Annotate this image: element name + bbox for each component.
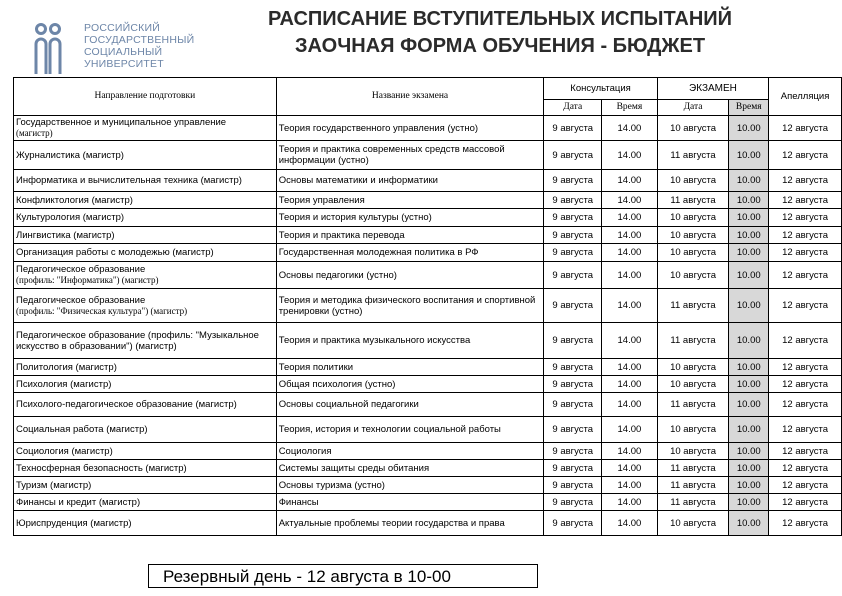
consultation-time-cell: 14.00	[602, 494, 658, 511]
consultation-time-cell: 14.00	[602, 393, 658, 417]
appeal-date-cell: 12 августа	[769, 141, 842, 170]
exam-date-cell: 11 августа	[657, 477, 729, 494]
direction-cell	[14, 289, 277, 323]
direction-profile: (профиль: "Информатика") (магистр)	[16, 275, 159, 285]
direction-name: Техносферная безопасность (магистр)	[16, 462, 187, 474]
appeal-date-cell: 12 августа	[769, 170, 842, 192]
direction-name: Государственное и муниципальное управление	[16, 117, 227, 128]
exam-time-cell: 10.00	[729, 227, 769, 244]
consultation-date-cell: 9 августа	[544, 244, 602, 262]
exam-date-cell: 10 августа	[657, 417, 729, 443]
exam-time-cell: 10.00	[729, 417, 769, 443]
appeal-date-cell: 12 августа	[769, 460, 842, 477]
consultation-date-cell: 9 августа	[544, 417, 602, 443]
header-appeal: Апелляция	[769, 78, 842, 116]
table-row	[14, 393, 842, 417]
exam-name-cell: Теория и практика музыкального искусства	[276, 323, 544, 359]
exam-time-cell: 10.00	[729, 289, 769, 323]
exam-date-cell: 11 августа	[657, 494, 729, 511]
header-consultation-date: Дата	[544, 100, 602, 116]
direction-profile: (профиль: "Физическая культура") (магистр)	[16, 305, 188, 316]
direction-name: Педагогическое образование	[16, 264, 146, 275]
exam-date-cell: 10 августа	[657, 116, 729, 141]
direction-cell	[14, 393, 277, 417]
direction-name: Журналистика (магистр)	[16, 149, 124, 161]
appeal-date-cell: 12 августа	[769, 376, 842, 393]
exam-time-cell: 10.00	[729, 443, 769, 460]
table-row	[14, 170, 842, 192]
appeal-date-cell: 12 августа	[769, 289, 842, 323]
table-row	[14, 323, 842, 359]
direction-name: Культурология (магистр)	[16, 212, 125, 223]
header-exam: ЭКЗАМЕН	[657, 78, 768, 100]
exam-date-cell: 10 августа	[657, 227, 729, 244]
consultation-time-cell: 14.00	[602, 170, 658, 192]
direction-cell	[14, 262, 277, 289]
exam-date-cell: 10 августа	[657, 170, 729, 192]
consultation-time-cell: 14.00	[602, 511, 658, 536]
consultation-time-cell: 14.00	[602, 289, 658, 323]
direction-cell	[14, 209, 277, 227]
appeal-date-cell: 12 августа	[769, 227, 842, 244]
consultation-date-cell: 9 августа	[544, 393, 602, 417]
table-row	[14, 244, 842, 262]
direction-name: Организация работы с молодежью (магистр)	[16, 247, 214, 258]
consultation-time-cell: 14.00	[602, 323, 658, 359]
table-row	[14, 443, 842, 460]
table-row	[14, 494, 842, 511]
direction-cell	[14, 359, 277, 376]
exam-name-cell: Теория и практика перевода	[276, 227, 544, 244]
consultation-date-cell: 9 августа	[544, 494, 602, 511]
table-row	[14, 227, 842, 244]
exam-date-cell: 10 августа	[657, 209, 729, 227]
exam-name-cell: Основы социальной педагогики	[276, 393, 544, 417]
exam-date-cell: 10 августа	[657, 244, 729, 262]
direction-name: Финансы и кредит (магистр)	[16, 496, 141, 508]
consultation-date-cell: 9 августа	[544, 170, 602, 192]
table-row	[14, 376, 842, 393]
consultation-date-cell: 9 августа	[544, 460, 602, 477]
direction-cell	[14, 244, 277, 262]
exam-name-cell: Общая психология (устно)	[276, 376, 544, 393]
direction-name: Педагогическое образование (профиль: "Музыкальное искусство в образовании") (магистр)	[16, 329, 259, 352]
consultation-time-cell: 14.00	[602, 417, 658, 443]
exam-name-cell: Основы педагогики (устно)	[276, 262, 544, 289]
consultation-time-cell: 14.00	[602, 244, 658, 262]
consultation-time-cell: 14.00	[602, 262, 658, 289]
direction-cell	[14, 141, 277, 170]
direction-cell	[14, 376, 277, 393]
exam-time-cell: 10.00	[729, 376, 769, 393]
exam-name-cell: Финансы	[276, 494, 544, 511]
consultation-date-cell: 9 августа	[544, 477, 602, 494]
consultation-time-cell: 14.00	[602, 443, 658, 460]
exam-time-cell: 10.00	[729, 393, 769, 417]
direction-cell	[14, 477, 277, 494]
exam-time-cell: 10.00	[729, 170, 769, 192]
consultation-time-cell: 14.00	[602, 359, 658, 376]
appeal-date-cell: 12 августа	[769, 192, 842, 209]
exam-date-cell: 10 августа	[657, 359, 729, 376]
exam-time-cell: 10.00	[729, 116, 769, 141]
exam-name-cell: Актуальные проблемы теории государства и права	[276, 511, 544, 536]
table-row	[14, 262, 842, 289]
appeal-date-cell: 12 августа	[769, 262, 842, 289]
exam-date-cell: 11 августа	[657, 141, 729, 170]
exam-name-cell: Теория государственного управления (устно)	[276, 116, 544, 141]
exam-date-cell: 11 августа	[657, 323, 729, 359]
exam-time-cell: 10.00	[729, 244, 769, 262]
header-exam-time: Время	[729, 100, 769, 116]
direction-cell	[14, 443, 277, 460]
consultation-time-cell: 14.00	[602, 141, 658, 170]
direction-name: Лингвистика (магистр)	[16, 229, 115, 241]
exam-time-cell: 10.00	[729, 460, 769, 477]
direction-cell	[14, 116, 277, 141]
exam-date-cell: 10 августа	[657, 511, 729, 536]
exam-date-cell: 11 августа	[657, 289, 729, 323]
direction-name: Социология (магистр)	[16, 445, 113, 457]
exam-time-cell: 10.00	[729, 141, 769, 170]
exam-date-cell: 11 августа	[657, 192, 729, 209]
consultation-date-cell: 9 августа	[544, 323, 602, 359]
exam-name-cell: Теория политики	[276, 359, 544, 376]
table-row	[14, 209, 842, 227]
exam-date-cell: 10 августа	[657, 376, 729, 393]
university-name: РОССИЙСКИЙ ГОСУДАРСТВЕННЫЙ СОЦИАЛЬНЫЙ УНИВЕРСИТЕТ	[84, 22, 195, 70]
direction-name: Психология (магистр)	[16, 378, 112, 390]
header-consultation: Консультация	[544, 78, 657, 100]
exam-name-cell: Системы защиты среды обитания	[276, 460, 544, 477]
header-consultation-time: Время	[602, 100, 658, 116]
table-row	[14, 289, 842, 323]
exam-date-cell: 10 августа	[657, 262, 729, 289]
direction-profile: (магистр)	[16, 128, 53, 138]
table-row	[14, 192, 842, 209]
table-row	[14, 116, 842, 141]
direction-cell	[14, 192, 277, 209]
direction-cell	[14, 494, 277, 511]
direction-name: Политология (магистр)	[16, 361, 117, 373]
exam-time-cell: 10.00	[729, 494, 769, 511]
direction-cell	[14, 170, 277, 192]
exam-time-cell: 10.00	[729, 192, 769, 209]
table-row	[14, 417, 842, 443]
direction-cell	[14, 460, 277, 477]
table-row	[14, 359, 842, 376]
consultation-time-cell: 14.00	[602, 460, 658, 477]
exam-name-cell: Теория, история и технологии социальной работы	[276, 417, 544, 443]
exam-name-cell: Теория и методика физического воспитания и спортивной тренировки (устно)	[276, 289, 544, 323]
header-exam-name: Название экзамена	[276, 78, 544, 116]
appeal-date-cell: 12 августа	[769, 443, 842, 460]
direction-name: Психолого-педагогическое образование (магистр)	[16, 399, 237, 410]
exam-name-cell: Теория и история культуры (устно)	[276, 209, 544, 227]
header-exam-date: Дата	[657, 100, 729, 116]
table-row	[14, 511, 842, 536]
exam-time-cell: 10.00	[729, 359, 769, 376]
consultation-date-cell: 9 августа	[544, 262, 602, 289]
direction-cell	[14, 417, 277, 443]
appeal-date-cell: 12 августа	[769, 209, 842, 227]
exam-time-cell: 10.00	[729, 262, 769, 289]
appeal-date-cell: 12 августа	[769, 359, 842, 376]
appeal-date-cell: 12 августа	[769, 393, 842, 417]
exam-time-cell: 10.00	[729, 477, 769, 494]
consultation-date-cell: 9 августа	[544, 141, 602, 170]
direction-name: Педагогическое образование	[16, 294, 146, 306]
consultation-date-cell: 9 августа	[544, 511, 602, 536]
exam-date-cell: 11 августа	[657, 460, 729, 477]
appeal-date-cell: 12 августа	[769, 116, 842, 141]
appeal-date-cell: 12 августа	[769, 494, 842, 511]
appeal-date-cell: 12 августа	[769, 323, 842, 359]
exam-name-cell: Социология	[276, 443, 544, 460]
consultation-date-cell: 9 августа	[544, 289, 602, 323]
appeal-date-cell: 12 августа	[769, 417, 842, 443]
exam-time-cell: 10.00	[729, 511, 769, 536]
page-title-line2: ЗАОЧНАЯ ФОРМА ОБУЧЕНИЯ - БЮДЖЕТ	[294, 35, 706, 57]
appeal-date-cell: 12 августа	[769, 244, 842, 262]
exam-name-cell: Основы туризма (устно)	[276, 477, 544, 494]
direction-name: Конфликтология (магистр)	[16, 194, 133, 206]
consultation-date-cell: 9 августа	[544, 209, 602, 227]
exam-date-cell: 11 августа	[657, 393, 729, 417]
exam-time-cell: 10.00	[729, 323, 769, 359]
consultation-date-cell: 9 августа	[544, 376, 602, 393]
consultation-time-cell: 14.00	[602, 477, 658, 494]
consultation-date-cell: 9 августа	[544, 227, 602, 244]
consultation-time-cell: 14.00	[602, 116, 658, 141]
exam-name-cell: Государственная молодежная политика в РФ	[276, 244, 544, 262]
consultation-date-cell: 9 августа	[544, 192, 602, 209]
consultation-time-cell: 14.00	[602, 376, 658, 393]
page-title-line1: РАСПИСАНИЕ ВСТУПИТЕЛЬНЫХ ИСПЫТАНИЙ	[267, 8, 733, 30]
consultation-date-cell: 9 августа	[544, 116, 602, 141]
direction-name: Юриспруденция (магистр)	[16, 517, 132, 529]
appeal-date-cell: 12 августа	[769, 511, 842, 536]
consultation-date-cell: 9 августа	[544, 443, 602, 460]
exam-name-cell: Теория управления	[276, 192, 544, 209]
university-logo-icon	[33, 22, 63, 76]
direction-cell	[14, 227, 277, 244]
consultation-time-cell: 14.00	[602, 209, 658, 227]
schedule-table	[13, 77, 842, 536]
table-row	[14, 460, 842, 477]
exam-date-cell: 10 августа	[657, 443, 729, 460]
consultation-time-cell: 14.00	[602, 192, 658, 209]
direction-name: Социальная работа (магистр)	[16, 424, 148, 435]
table-row	[14, 477, 842, 494]
direction-name: Туризм (магистр)	[16, 479, 92, 491]
reserve-day-note: Резервный день - 12 августа в 10-00	[148, 564, 538, 588]
exam-name-cell: Теория и практика современных средств массовой информации (устно)	[276, 141, 544, 170]
consultation-date-cell: 9 августа	[544, 359, 602, 376]
exam-time-cell: 10.00	[729, 209, 769, 227]
direction-cell	[14, 511, 277, 536]
consultation-time-cell: 14.00	[602, 227, 658, 244]
table-row	[14, 141, 842, 170]
exam-name-cell: Основы математики и информатики	[276, 170, 544, 192]
header-direction: Направление подготовки	[14, 78, 277, 116]
direction-name: Информатика и вычислительная техника (магистр)	[16, 175, 242, 186]
appeal-date-cell: 12 августа	[769, 477, 842, 494]
direction-cell	[14, 323, 277, 359]
